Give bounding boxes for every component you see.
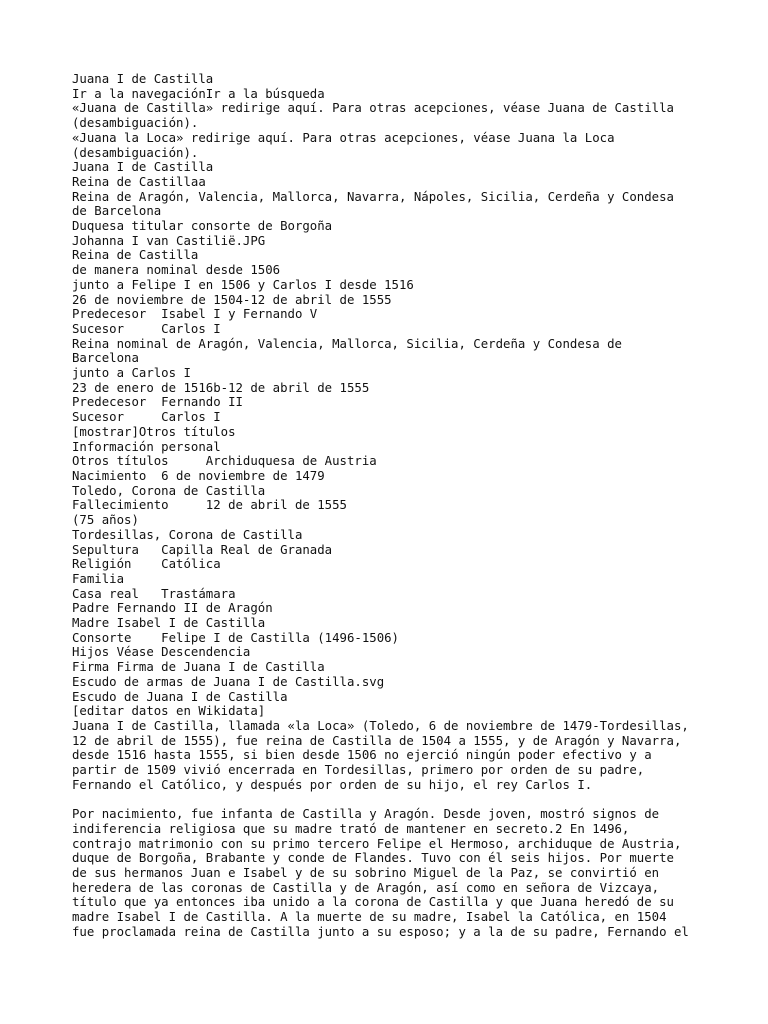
text-line: Juana I de Castilla: [72, 160, 214, 175]
paragraph-line: Fernando el Católico, y después por orden de su hijo, el rey Carlos I.: [72, 777, 593, 792]
intro-paragraph: [72, 719, 702, 793]
text-line: Johanna I van Castilië.JPG: [72, 233, 266, 248]
text-line: (75 años): [72, 513, 139, 528]
text-line: Información personal: [72, 439, 221, 454]
text-line: Sepultura Capilla Real de Granada: [72, 542, 333, 557]
text-line: Juana I de Castilla: [72, 72, 214, 86]
biography-paragraph: [72, 807, 702, 939]
text-line: «Juana de Castilla» redirige aquí. Para otras acepciones, véase Juana de Castilla: [72, 101, 674, 116]
text-line: 26 de noviembre de 1504-12 de abril de 1555: [72, 292, 392, 307]
text-line: de Barcelona: [72, 204, 162, 219]
text-line: Fallecimiento 12 de abril de 1555: [72, 498, 347, 513]
paragraph-line: partir de 1509 vivió encerrada en Tordesillas, primero por orden de su padre,: [72, 763, 645, 778]
paragraph-line: Juana I de Castilla, llamada «la Loca» (Toledo, 6 de noviembre de 1479-Tordesillas,: [72, 718, 689, 733]
text-line: Nacimiento 6 de noviembre de 1479: [72, 468, 325, 483]
text-line: Reina de Aragón, Valencia, Mallorca, Navarra, Nápoles, Sicilia, Cerdeña y Condesa: [72, 189, 674, 204]
text-line: 23 de enero de 1516b-12 de abril de 1555: [72, 380, 370, 395]
text-line: «Juana la Loca» redirige aquí. Para otras acepciones, véase Juana la Loca: [72, 130, 615, 145]
paragraph-line: fue proclamada reina de Castilla junto a su esposo; y a la de su padre, Fernando el: [72, 924, 689, 939]
text-line: Sucesor Carlos I: [72, 410, 221, 425]
text-line: [mostrar]Otros títulos: [72, 424, 236, 439]
text-line: (desambiguación).: [72, 145, 199, 160]
paragraph-line: 12 de abril de 1555), fue reina de Castilla de 1504 a 1555, y de Aragón y Navarra,: [72, 733, 682, 748]
paragraph-line: Por nacimiento, fue infanta de Castilla y Aragón. Desde joven, mostró signos de: [72, 807, 660, 822]
text-line: Tordesillas, Corona de Castilla: [72, 527, 303, 542]
text-line: junto a Felipe I en 1506 y Carlos I desde 1516: [72, 277, 414, 292]
text-line: Escudo de Juana I de Castilla: [72, 689, 288, 704]
text-line: junto a Carlos I: [72, 366, 191, 381]
text-line: Escudo de armas de Juana I de Castilla.svg: [72, 674, 385, 689]
paragraph-gap: [72, 792, 702, 807]
paragraph-line: indiferencia religiosa que su madre trató de mantener en secreto.2 En 1496,: [72, 821, 630, 836]
text-line: Padre Fernando II de Aragón: [72, 601, 273, 616]
paragraph-line: heredera de las coronas de Castilla y de Aragón, así como en señora de Vizcaya,: [72, 880, 660, 895]
text-line: Reina nominal de Aragón, Valencia, Mallorca, Sicilia, Cerdeña y Condesa de: [72, 336, 622, 351]
text-line: Madre Isabel I de Castilla: [72, 616, 266, 631]
text-line: Familia: [72, 571, 125, 586]
text-line: Reina de Castilla: [72, 248, 199, 263]
text-line: Ir a la navegaciónIr a la búsqueda: [72, 86, 325, 101]
paragraph-line: desde 1516 hasta 1555, si bien desde 1506 no ejerció ningún poder efectivo y a: [72, 748, 652, 763]
text-line: Predecesor Fernando II: [72, 395, 243, 410]
text-line: Barcelona: [72, 351, 139, 366]
text-line: [editar datos en Wikidata]: [72, 704, 266, 719]
infobox-section: [72, 72, 702, 719]
text-line: Predecesor Isabel I y Fernando V: [72, 307, 318, 322]
text-line: Firma Firma de Juana I de Castilla: [72, 660, 325, 675]
paragraph-line: de sus hermanos Juan e Isabel y de su sobrino Miguel de la Paz, se convirtió en: [72, 865, 660, 880]
text-line: Duquesa titular consorte de Borgoña: [72, 219, 333, 234]
text-line: Casa real Trastámara: [72, 586, 236, 601]
paragraph-line: contrajo matrimonio con su primo tercero Felipe el Hermoso, archiduque de Austria,: [72, 836, 682, 851]
paragraph-line: duque de Borgoña, Brabante y conde de Flandes. Tuvo con él seis hijos. Por muerte: [72, 851, 674, 866]
text-line: Sucesor Carlos I: [72, 321, 221, 336]
text-line: de manera nominal desde 1506: [72, 263, 281, 278]
paragraph-line: madre Isabel I de Castilla. A la muerte de su madre, Isabel la Católica, en 1504: [72, 910, 667, 925]
text-line: Otros títulos Archiduquesa de Austria: [72, 454, 377, 469]
text-line: Toledo, Corona de Castilla: [72, 483, 266, 498]
text-line: (desambiguación).: [72, 116, 199, 131]
text-line: Hijos Véase Descendencia: [72, 645, 251, 660]
text-line: Reina de Castillaa: [72, 174, 206, 189]
paragraph-line: título que ya entonces iba unido a la corona de Castilla y que Juana heredó de su: [72, 895, 674, 910]
text-line: Consorte Felipe I de Castilla (1496-1506): [72, 630, 399, 645]
text-line: Religión Católica: [72, 557, 221, 572]
document-body: [72, 72, 702, 939]
